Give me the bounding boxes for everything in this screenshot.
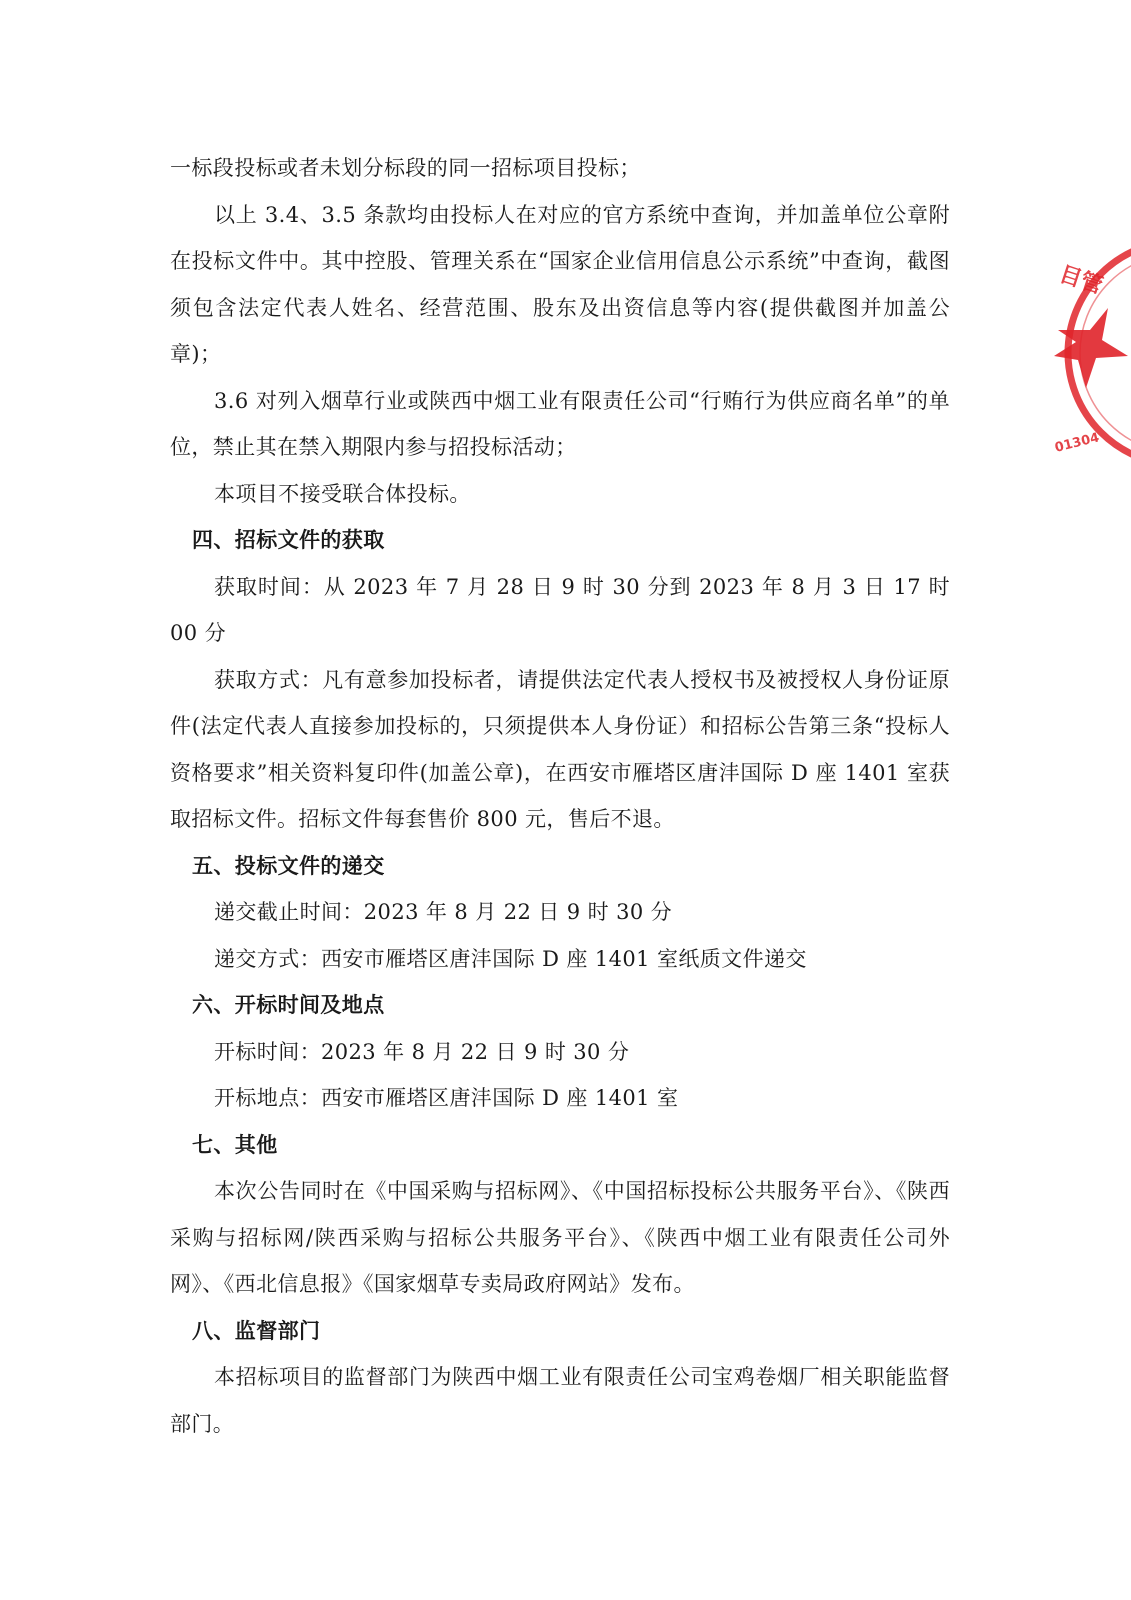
submission-method: 递交方式：西安市雁塔区唐沣国际 D 座 1401 室纸质文件递交 [214, 946, 807, 971]
section-5-heading: 五、投标文件的递交 [192, 853, 385, 878]
clause-3-6: 3.6 对列入烟草行业或陕西中烟工业有限责任公司“行贿行为供应商名单”的单位，禁止其在禁入期限内参与招投标活动； [170, 388, 950, 459]
official-seal-icon [1050, 238, 1131, 468]
document-acquisition-time: 获取时间：从 2023 年 7 月 28 日 9 时 30 分到 2023 年 8 月 3 日 17 时 00 分 [170, 574, 950, 645]
publication-channels: 本次公告同时在《中国采购与招标网》、《中国招标投标公共服务平台》、《陕西采购与招标网/陕西采购与招标公共服务平台》、《陕西中烟工业有限责任公司外网》、《西北信息报》《国家烟草专卖局政府网站》发布。 [170, 1179, 950, 1296]
section-7-heading: 七、其他 [192, 1132, 278, 1157]
supervision-department: 本招标项目的监督部门为陕西中烟工业有限责任公司宝鸡卷烟厂相关职能监督部门。 [170, 1365, 950, 1436]
svg-text:目管: 目管 [1056, 261, 1106, 300]
no-consortium-note: 本项目不接受联合体投标。 [214, 481, 471, 506]
document-acquisition-method: 获取方式：凡有意参加投标者，请提供法定代表人授权书及被授权人身份证原件(法定代表人直接参加投标的，只须提供本人身份证）和招标公告第三条“投标人资格要求”相关资料复印件(加盖公章)，在西安市雁塔区唐沣国际 D 座 1401 室获取招标文件。招标文件每套售价 800 元，售后不退。 [170, 667, 950, 831]
svg-text:01304: 01304 [1053, 430, 1101, 456]
submission-deadline: 递交截止时间：2023 年 8 月 22 日 9 时 30 分 [214, 900, 673, 924]
bid-opening-place: 开标地点：西安市雁塔区唐沣国际 D 座 1401 室 [214, 1086, 679, 1110]
section-4-heading: 四、招标文件的获取 [192, 528, 385, 552]
section-6-heading: 六、开标时间及地点 [192, 993, 385, 1017]
document-body [170, 145, 950, 1447]
bid-opening-time: 开标时间：2023 年 8 月 22 日 9 时 30 分 [214, 1039, 630, 1064]
clause-note-3-4-3-5: 以上 3.4、3.5 条款均由投标人在对应的官方系统中查询，并加盖单位公章附在投标文件中。其中控股、管理关系在“国家企业信用信息公示系统”中查询，截图须包含法定代表人姓名、经营范围、股东及出资信息等内容(提供截图并加盖公章)； [170, 202, 950, 366]
section-8-heading: 八、监督部门 [192, 1318, 321, 1343]
clause-continuation: 一标段投标或者未划分标段的同一招标项目投标； [170, 156, 641, 180]
